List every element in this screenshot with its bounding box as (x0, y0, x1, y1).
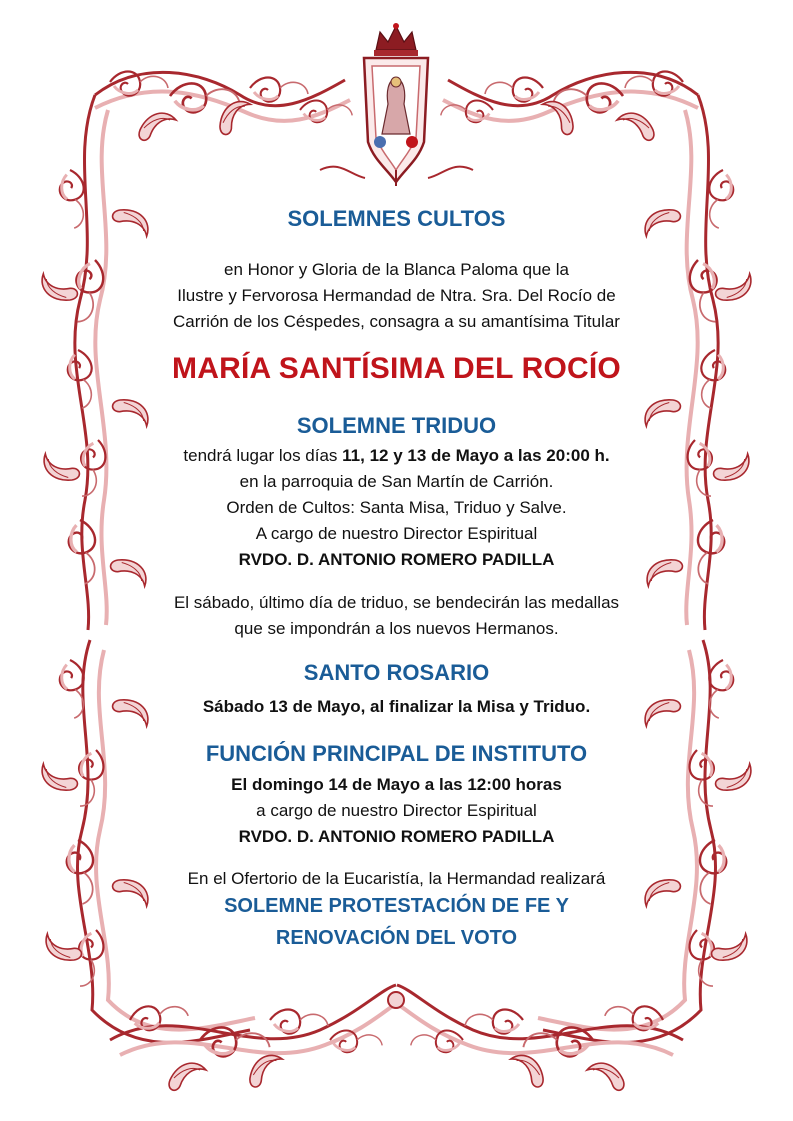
rosario-heading: SANTO ROSARIO (303, 660, 490, 685)
medals-line-1: El sábado, último día de triduo, se bendecirán las medallas (173, 593, 620, 612)
medals-line-2: que se impondrán a los nuevos Hermanos. (234, 619, 559, 638)
intro-line-1: en Honor y Gloria de la Blanca Paloma que la (224, 260, 569, 279)
triduo-heading: SOLEMNE TRIDUO (296, 413, 497, 438)
protestation-line-1: SOLEMNE PROTESTACIÓN DE FE Y (224, 895, 569, 917)
funcion-heading: FUNCIÓN PRINCIPAL DE INSTITUTO (205, 741, 588, 766)
protestation-line-2: RENOVACIÓN DEL VOTO (275, 927, 518, 949)
funcion-director: RVDO. D. ANTONIO ROMERO PADILLA (238, 827, 555, 846)
triduo-director: RVDO. D. ANTONIO ROMERO PADILLA (238, 550, 555, 569)
intro-line-2: Ilustre y Fervorosa Hermandad de Ntra. Sra. Del Rocío de (177, 286, 616, 305)
titular-title: MARÍA SANTÍSIMA DEL ROCÍO (172, 352, 621, 385)
crowned-crest-icon (358, 22, 434, 188)
triduo-dates (90, 446, 703, 466)
triduo-order: Orden de Cultos: Santa Misa, Triduo y Salve. (226, 498, 567, 517)
triduo-place: en la parroquia de San Martín de Carrión. (239, 472, 554, 491)
intro-line-3: Carrión de los Céspedes, consagra a su amantísima Titular (173, 312, 620, 331)
bottom-ornament (110, 985, 683, 1090)
page-heading: SOLEMNES CULTOS (287, 206, 506, 231)
rosario-detail: Sábado 13 de Mayo, al finalizar la Misa y Triduo. (202, 697, 591, 716)
triduo-charge: A cargo de nuestro Director Espiritual (255, 524, 538, 543)
triduo-dates-bold: 11, 12 y 13 de Mayo a las 20:00 h. (342, 446, 610, 465)
ofertorio-line: En el Ofertorio de la Eucaristía, la Hermandad realizará (187, 869, 606, 888)
triduo-dates-prefix: tendrá lugar los días (183, 446, 343, 465)
funcion-charge: a cargo de nuestro Director Espiritual (256, 801, 537, 820)
funcion-date: El domingo 14 de Mayo a las 12:00 horas (231, 775, 562, 794)
